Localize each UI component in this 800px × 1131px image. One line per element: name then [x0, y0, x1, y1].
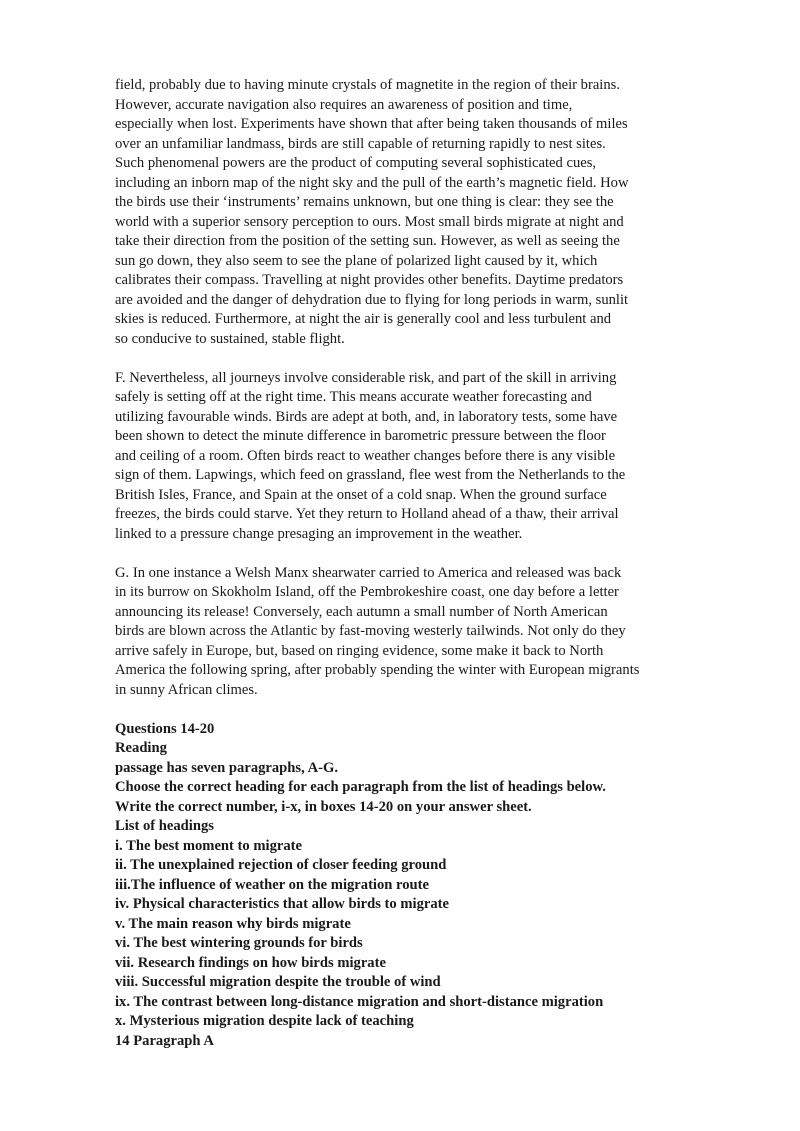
heading-item: vi. The best wintering grounds for birds	[115, 935, 363, 951]
text-line: especially when lost. Experiments have shown that after being taken thousands of miles	[115, 116, 628, 132]
heading-item: viii. Successful migration despite the trouble of wind	[115, 974, 441, 990]
question-14: 14 Paragraph A	[115, 1032, 214, 1049]
text-line: over an unfamiliar landmass, birds are still capable of returning rapidly to nest sites.	[115, 135, 606, 152]
paragraph-f	[115, 369, 660, 545]
text-line: take their direction from the position of the setting sun. However, as well as seeing the	[115, 233, 620, 249]
questions-title: Questions 14-20	[115, 720, 215, 737]
text-line: and ceiling of a room. Often birds react to weather changes before there is any visible	[115, 447, 616, 464]
heading-item: vii. Research findings on how birds migrate	[115, 954, 386, 971]
text-line: so conducive to sustained, stable flight.	[115, 330, 345, 347]
heading-item: ix. The contrast between long-distance migration and short-distance migration	[115, 993, 604, 1010]
text-line: in its burrow on Skokholm Island, off the Pembrokeshire coast, one day before a letter	[115, 584, 619, 600]
text-line: calibrates their compass. Travelling at night provides other benefits. Daytime predators	[115, 272, 624, 288]
questions-section	[115, 720, 660, 1052]
heading-item: x. Mysterious migration despite lack of teaching	[115, 1013, 414, 1029]
text-line: in sunny African climes.	[115, 681, 258, 698]
questions-instruction: Choose the correct heading for each paragraph from the list of headings below.	[115, 779, 606, 795]
text-line: freezes, the birds could starve. Yet they return to Holland ahead of a thaw, their arrival	[115, 506, 619, 522]
heading-item: iii.The influence of weather on the migration route	[115, 876, 430, 893]
paragraph-e-continued	[115, 76, 660, 349]
questions-instruction: Write the correct number, i-x, in boxes 14-20 on your answer sheet.	[115, 798, 532, 815]
text-line: skies is reduced. Furthermore, at night the air is generally cool and less turbulent and	[115, 311, 612, 327]
text-line: the birds use their ‘instruments’ remains unknown, but one thing is clear: they see the	[115, 194, 614, 210]
text-line: field, probably due to having minute crystals of magnetite in the region of their brains.	[115, 77, 620, 93]
text-line: sign of them. Lapwings, which feed on grassland, flee west from the Netherlands to the	[115, 467, 626, 483]
questions-reading-label: Reading	[115, 740, 167, 756]
text-line: sun go down, they also seem to see the plane of polarized light caused by it, which	[115, 252, 598, 269]
heading-item: iv. Physical characteristics that allow birds to migrate	[115, 896, 449, 912]
questions-passage-note: passage has seven paragraphs, A-G.	[115, 759, 338, 776]
text-line: world with a superior sensory perception to ours. Most small birds migrate at night and	[115, 213, 624, 230]
paragraph-g	[115, 564, 660, 701]
text-line: British Isles, France, and Spain at the onset of a cold snap. When the ground surface	[115, 486, 607, 503]
text-line: are avoided and the danger of dehydration due to flying for long periods in warm, sunlit	[115, 291, 629, 308]
headings-list-title: List of headings	[115, 818, 214, 834]
text-line: announcing its release! Conversely, each autumn a small number of North American	[115, 603, 608, 620]
text-line: been shown to detect the minute difference in barometric pressure between the floor	[115, 428, 606, 444]
text-line: Such phenomenal powers are the product of computing several sophisticated cues,	[115, 155, 597, 171]
text-line: F. Nevertheless, all journeys involve considerable risk, and part of the skill in arriving	[115, 369, 617, 386]
text-line: utilizing favourable winds. Birds are adept at both, and, in laboratory tests, some have	[115, 408, 618, 425]
heading-item: v. The main reason why birds migrate	[115, 915, 351, 932]
text-line: birds are blown across the Atlantic by fast-moving westerly tailwinds. Not only do they	[115, 623, 626, 639]
text-line: arrive safely in Europe, but, based on ringing evidence, some make it back to North	[115, 642, 604, 659]
heading-item: ii. The unexplained rejection of closer feeding ground	[115, 857, 447, 873]
document-page	[115, 76, 660, 1051]
text-line: However, accurate navigation also requires an awareness of position and time,	[115, 96, 573, 113]
heading-item: i. The best moment to migrate	[115, 837, 302, 854]
text-line: safely is setting off at the right time. This means accurate weather forecasting and	[115, 389, 592, 405]
text-line: America the following spring, after probably spending the winter with European migrants	[115, 662, 640, 678]
text-line: including an inborn map of the night sky and the pull of the earth’s magnetic field. How	[115, 174, 629, 191]
text-line: G. In one instance a Welsh Manx shearwater carried to America and released was back	[115, 564, 622, 581]
text-line: linked to a pressure change presaging an improvement in the weather.	[115, 525, 523, 542]
